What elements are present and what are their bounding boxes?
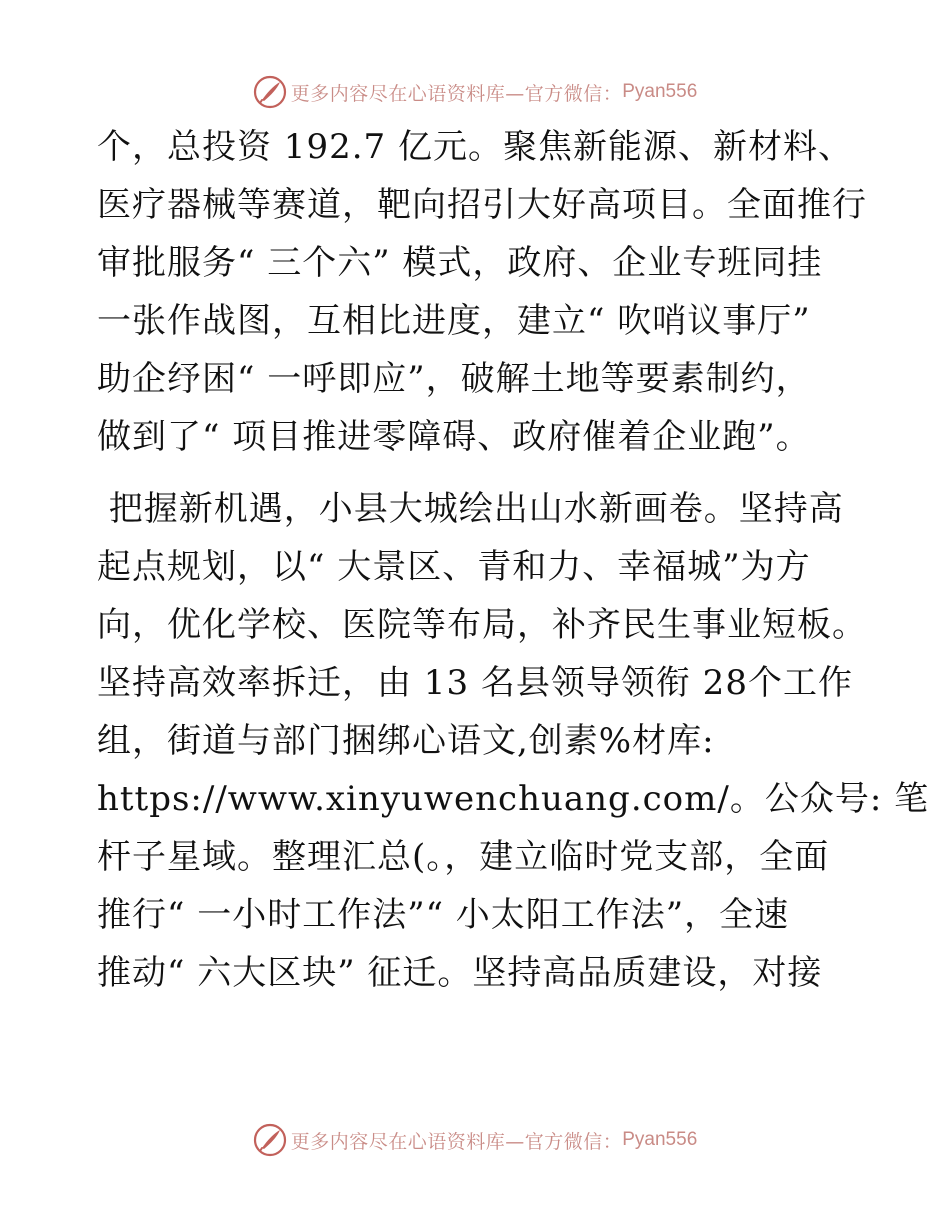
- watermark-wechat-id: Pyan556: [622, 81, 698, 102]
- watermark-text: 更多内容尽在心语资料库—官方微信：: [290, 82, 623, 105]
- text-line: 把握新机遇，小县大城绘出山水新画卷。坚持高: [97, 489, 844, 529]
- text-line: 个，总投资 192.7 亿元。聚焦新能源、新材料、: [97, 127, 853, 167]
- watermark-text: 更多内容尽在心语资料库—官方微信：: [290, 1130, 623, 1153]
- paragraph-1: [97, 118, 867, 466]
- footer-watermark: [0, 1120, 950, 1160]
- text-line: 推行“ 一小时工作法”“ 小太阳工作法”，全速: [97, 895, 790, 935]
- text-line: 推动“ 六大区块” 征迁。坚持高品质建设，对接: [97, 953, 823, 993]
- text-line: 做到了“ 项目推进零障碍、政府催着企业跑”。: [97, 417, 811, 457]
- text-line: 医疗器械等赛道，靶向招引大好高项目。全面推行: [97, 185, 867, 225]
- text-line: https://www.xinyuwenchuang.com/。公众号: 笔: [97, 779, 930, 819]
- text-line: 助企纾困“ 一呼即应”，破解土地等要素制约，: [97, 359, 811, 399]
- feather-pen-logo-icon: [253, 75, 287, 109]
- text-line: 组，街道与部门捆绑心语文,创素%材库:: [97, 721, 715, 761]
- document-body: [97, 118, 930, 1002]
- paragraph-spacer: [97, 466, 857, 480]
- paragraph-2: [97, 480, 930, 1002]
- text-line: 一张作战图，互相比进度，建立“ 吹哨议事厅”: [97, 301, 811, 341]
- text-line: 审批服务“ 三个六” 模式，政府、企业专班同挂: [97, 243, 823, 283]
- watermark-wechat-id: Pyan556: [622, 1129, 698, 1150]
- text-line: 杆子星域。整理汇总(。，建立临时党支部，全面: [97, 837, 830, 877]
- text-line: 坚持高效率拆迁，由 13 名县领导领衔 28个工作: [97, 663, 853, 703]
- feather-pen-logo-icon: [253, 1123, 287, 1157]
- text-line: 向，优化学校、医院等布局，补齐民生事业短板。: [97, 605, 867, 645]
- header-watermark: [0, 72, 950, 112]
- text-line: 起点规划，以“ 大景区、青和力、幸福城”为方: [97, 547, 811, 587]
